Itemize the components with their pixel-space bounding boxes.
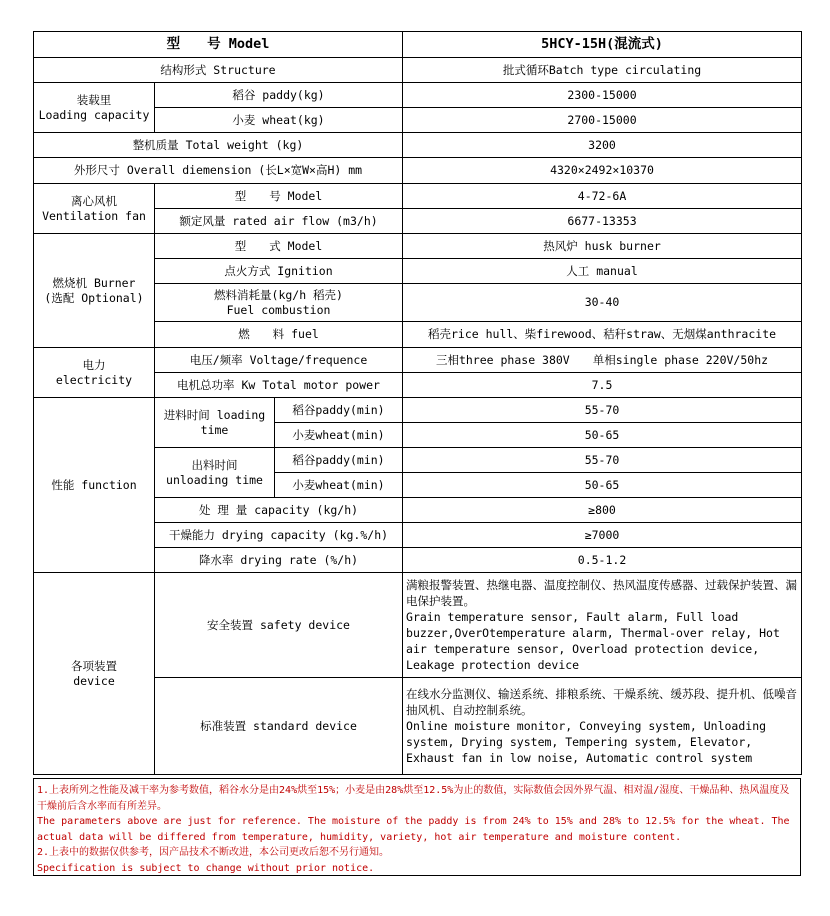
loading-capacity-label: 装载里 Loading capacity: [34, 83, 155, 133]
loading-paddy-label: 稻谷 paddy(kg): [155, 83, 403, 108]
dimension-value: 4320×2492×10370: [403, 158, 802, 184]
safety-device-value: 满粮报警装置、热继电器、温度控制仪、热风温度传感器、过载保护装置、漏电保护装置。 Grain temperature sensor, Fault alarm, Full load buzzer,OverOtemperature alarm, Thermal-over relay, Hot air temperature sensor, Overload protection device, Leakage protection device: [403, 573, 802, 678]
burner-model-label: 型 式 Model: [155, 234, 403, 259]
load-wheat-label: 小麦wheat(min): [275, 423, 403, 448]
power-voltage-label: 电压/频率 Voltage/frequence: [155, 348, 403, 373]
model-header-value: 5HCY-15H(混流式): [403, 32, 802, 58]
standard-device-label: 标准装置 standard device: [155, 678, 403, 775]
power-label: 电力 electricity: [34, 348, 155, 398]
burner-model-value: 热风炉 husk burner: [403, 234, 802, 259]
power-motor-label: 电机总功率 Kw Total motor power: [155, 373, 403, 398]
total-weight-label: 整机质量 Total weight (kg): [34, 133, 403, 158]
burner-consumption-value: 30-40: [403, 284, 802, 322]
device-label: 各项装置 device: [34, 573, 155, 775]
burner-label: 燃烧机 Burner (选配 Optional): [34, 234, 155, 348]
structure-label: 结构形式 Structure: [34, 58, 403, 83]
fan-model-label: 型 号 Model: [155, 184, 403, 209]
burner-consumption-label: 燃料消耗量(kg/h 稻壳) Fuel combustion: [155, 284, 403, 322]
loading-time-label: 进料时间 loading time: [155, 398, 275, 448]
fan-model-value: 4-72-6A: [403, 184, 802, 209]
note-1-zh: 1.上表所列之性能及减干率为参考数值，稻谷水分是由24%烘至15%；小麦是由28%烘至12.5%为止的数值，实际数值会因外界气温、相对温/湿度、干燥品种、热风温度及干燥前后含水率而有所差异。: [37, 785, 790, 812]
loading-wheat-label: 小麦 wheat(kg): [155, 108, 403, 133]
model-header-label: 型 号 Model: [34, 32, 403, 58]
standard-device-value: 在线水分监测仪、输送系统、排粮系统、干燥系统、缓苏段、提升机、低噪音抽风机、自动控制系统。 Online moisture monitor, Conveying system, Unloading system, Drying system, Tempering system, Elevator, Exhaust fan in low noise, Automatic control system: [403, 678, 802, 775]
burner-fuel-label: 燃 料 fuel: [155, 322, 403, 348]
loading-paddy-value: 2300-15000: [403, 83, 802, 108]
unload-paddy-value: 55-70: [403, 448, 802, 473]
power-motor-value: 7.5: [403, 373, 802, 398]
function-label: 性能 function: [34, 398, 155, 573]
load-paddy-value: 55-70: [403, 398, 802, 423]
note-2-zh: 2.上表中的数据仅供参考，因产品技术不断改进，本公司更改后恕不另行通知。: [37, 847, 390, 859]
drying-rate-value: 0.5-1.2: [403, 548, 802, 573]
drying-capacity-label: 干燥能力 drying capacity (kg.%/h): [155, 523, 403, 548]
power-voltage-value: 三相three phase 380V 单相single phase 220V/50hz: [403, 348, 802, 373]
fan-label: 离心风机 Ventilation fan: [34, 184, 155, 234]
unloading-time-label: 出料时间 unloading time: [155, 448, 275, 498]
unload-wheat-value: 50-65: [403, 473, 802, 498]
safety-device-label: 安全装置 safety device: [155, 573, 403, 678]
total-weight-value: 3200: [403, 133, 802, 158]
load-wheat-value: 50-65: [403, 423, 802, 448]
drying-capacity-value: ≥7000: [403, 523, 802, 548]
unload-wheat-label: 小麦wheat(min): [275, 473, 403, 498]
loading-wheat-value: 2700-15000: [403, 108, 802, 133]
footnotes: [33, 778, 801, 876]
burner-ignition-value: 人工 manual: [403, 259, 802, 284]
capacity-value: ≥800: [403, 498, 802, 523]
drying-rate-label: 降水率 drying rate (%/h): [155, 548, 403, 573]
fan-airflow-label: 额定风量 rated air flow (m3/h): [155, 209, 403, 234]
burner-fuel-value: 稻壳rice hull、柴firewood、秸秆straw、无烟煤anthracite: [403, 322, 802, 348]
load-paddy-label: 稻谷paddy(min): [275, 398, 403, 423]
capacity-label: 处 理 量 capacity (kg/h): [155, 498, 403, 523]
dimension-label: 外形尺寸 Overall diemension (长L×宽W×高H) mm: [34, 158, 403, 184]
note-2-en: Specification is subject to change without prior notice.: [37, 862, 375, 874]
spec-table: [33, 31, 802, 775]
structure-value: 批式循环Batch type circulating: [403, 58, 802, 83]
burner-ignition-label: 点火方式 Ignition: [155, 259, 403, 284]
unload-paddy-label: 稻谷paddy(min): [275, 448, 403, 473]
fan-airflow-value: 6677-13353: [403, 209, 802, 234]
note-1-en: The parameters above are just for reference. The moisture of the paddy is from 24% to 15% and 28% to 12.5% for the wheat. The actual data will be differed from temperature, humidity, variety, hot air temperature and moisture content.: [37, 816, 790, 843]
